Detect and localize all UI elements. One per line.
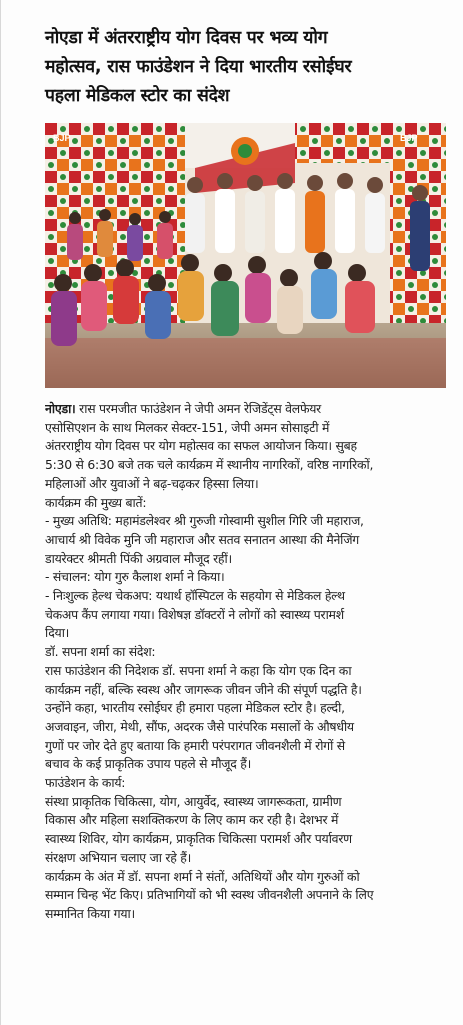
article-line: कार्यक्रम नहीं, बल्कि स्वस्थ और जागरूक जीवन जीने की संपूर्ण पद्धति है। [45, 681, 362, 697]
article-line: अजवाइन, जीरा, मेथी, सौंफ, अदरक जैसे पारंपरिक मसालों के औषधीय [45, 718, 354, 734]
article-dateline: नोएडा। [45, 401, 76, 416]
article-line: महिलाओं और युवाओं ने बढ़-चढ़कर हिस्सा लिया। [45, 475, 259, 491]
article-line: डॉ. सपना शर्मा का संदेश: [45, 644, 156, 660]
article-line: आचार्य श्री विवेक मुनि जी महाराज और सतव सनातन आस्था की मैनेजिंग [45, 531, 360, 547]
article-line: कार्यक्रम के अंत में डॉ. सपना शर्मा ने संतों, अतिथियों और योग गुरुओं को [45, 868, 360, 884]
event-photo [45, 123, 446, 388]
article-line: कार्यक्रम की मुख्य बातें: [45, 494, 147, 510]
headline-line-3: पहला मेडिकल स्टोर का संदेश [45, 86, 230, 106]
article-line: - संचालन: योग गुरु कैलाश शर्मा ने किया। [45, 569, 225, 585]
article-line [45, 400, 441, 419]
article-line: संरक्षण अभियान चलाए जा रहे हैं। [45, 849, 192, 865]
article-line: एसोसिएशन के साथ मिलकर सेक्टर-151, जेपी अमन सोसाइटी में [45, 419, 330, 435]
article-body [45, 400, 441, 924]
headline-line-2: महोत्सव, रास फाउंडेशन ने दिया भारतीय रसोईघर [45, 57, 352, 77]
article-line: विकास और महिला सशक्तिकरण के लिए काम कर रही है। देशभर में [45, 812, 339, 828]
group-photo-illustration [45, 123, 446, 388]
article-line: दिया। [45, 625, 70, 641]
banner-text-left: BJP [53, 133, 71, 143]
article-line: डायरेक्टर श्रीमती पिंकी अग्रवाल मौजूद रहीं। [45, 550, 232, 566]
article-line: स्वास्थ्य शिविर, योग कार्यक्रम, प्राकृतिक चिकित्सा परामर्श और पर्यावरण [45, 831, 352, 847]
article-line: उन्होंने कहा, भारतीय रसोईघर ही हमारा पहला मेडिकल स्टोर है। हल्दी, [45, 700, 345, 716]
article-line: 5:30 से 6:30 बजे तक चले कार्यक्रम में स्थानीय नागरिकों, वरिष्ठ नागरिकों, [45, 457, 374, 473]
article-line: गुणों पर जोर देते हुए बताया कि हमारी परंपरागत जीवनशैली में रोगों से [45, 737, 345, 753]
article-line-text: रास परमजीत फाउंडेशन ने जेपी अमन रेजिडेंट्स वेलफेयर [75, 401, 321, 416]
banner-text-right: BJP [400, 133, 418, 143]
article-line: बचाव के कई प्राकृतिक उपाय पहले से मौजूद हैं। [45, 756, 252, 772]
article-line: फाउंडेशन के कार्य: [45, 775, 126, 791]
article-line: - मुख्य अतिथि: महामंडलेश्वर श्री गुरुजी गोस्वामी सुशील गिरि जी महाराज, [45, 513, 364, 529]
article-line: - निःशुल्क हेल्थ चेकअप: यथार्थ हॉस्पिटल के सहयोग से मेडिकल हेल्थ [45, 588, 345, 604]
article-headline [45, 24, 441, 111]
headline-line-1: नोएडा में अंतरराष्ट्रीय योग दिवस पर भव्य योग [45, 28, 328, 48]
article-line: चेकअप कैंप लगाया गया। विशेषज्ञ डॉक्टरों ने लोगों को स्वास्थ्य परामर्श [45, 606, 344, 622]
article-line: अंतरराष्ट्रीय योग दिवस पर योग महोत्सव का सफल आयोजन किया। सुबह [45, 438, 357, 454]
article-line: संस्था प्राकृतिक चिकित्सा, योग, आयुर्वेद, स्वास्थ्य जागरूकता, ग्रामीण [45, 793, 342, 809]
article-line: सम्मान चिन्ह भेंट किए। प्रतिभागियों को भी स्वस्थ जीवनशैली अपनाने के लिए [45, 887, 374, 903]
article-line: रास फाउंडेशन की निदेशक डॉ. सपना शर्मा ने कहा कि योग एक दिन का [45, 662, 352, 678]
article-line: सम्मानित किया गया। [45, 905, 135, 921]
